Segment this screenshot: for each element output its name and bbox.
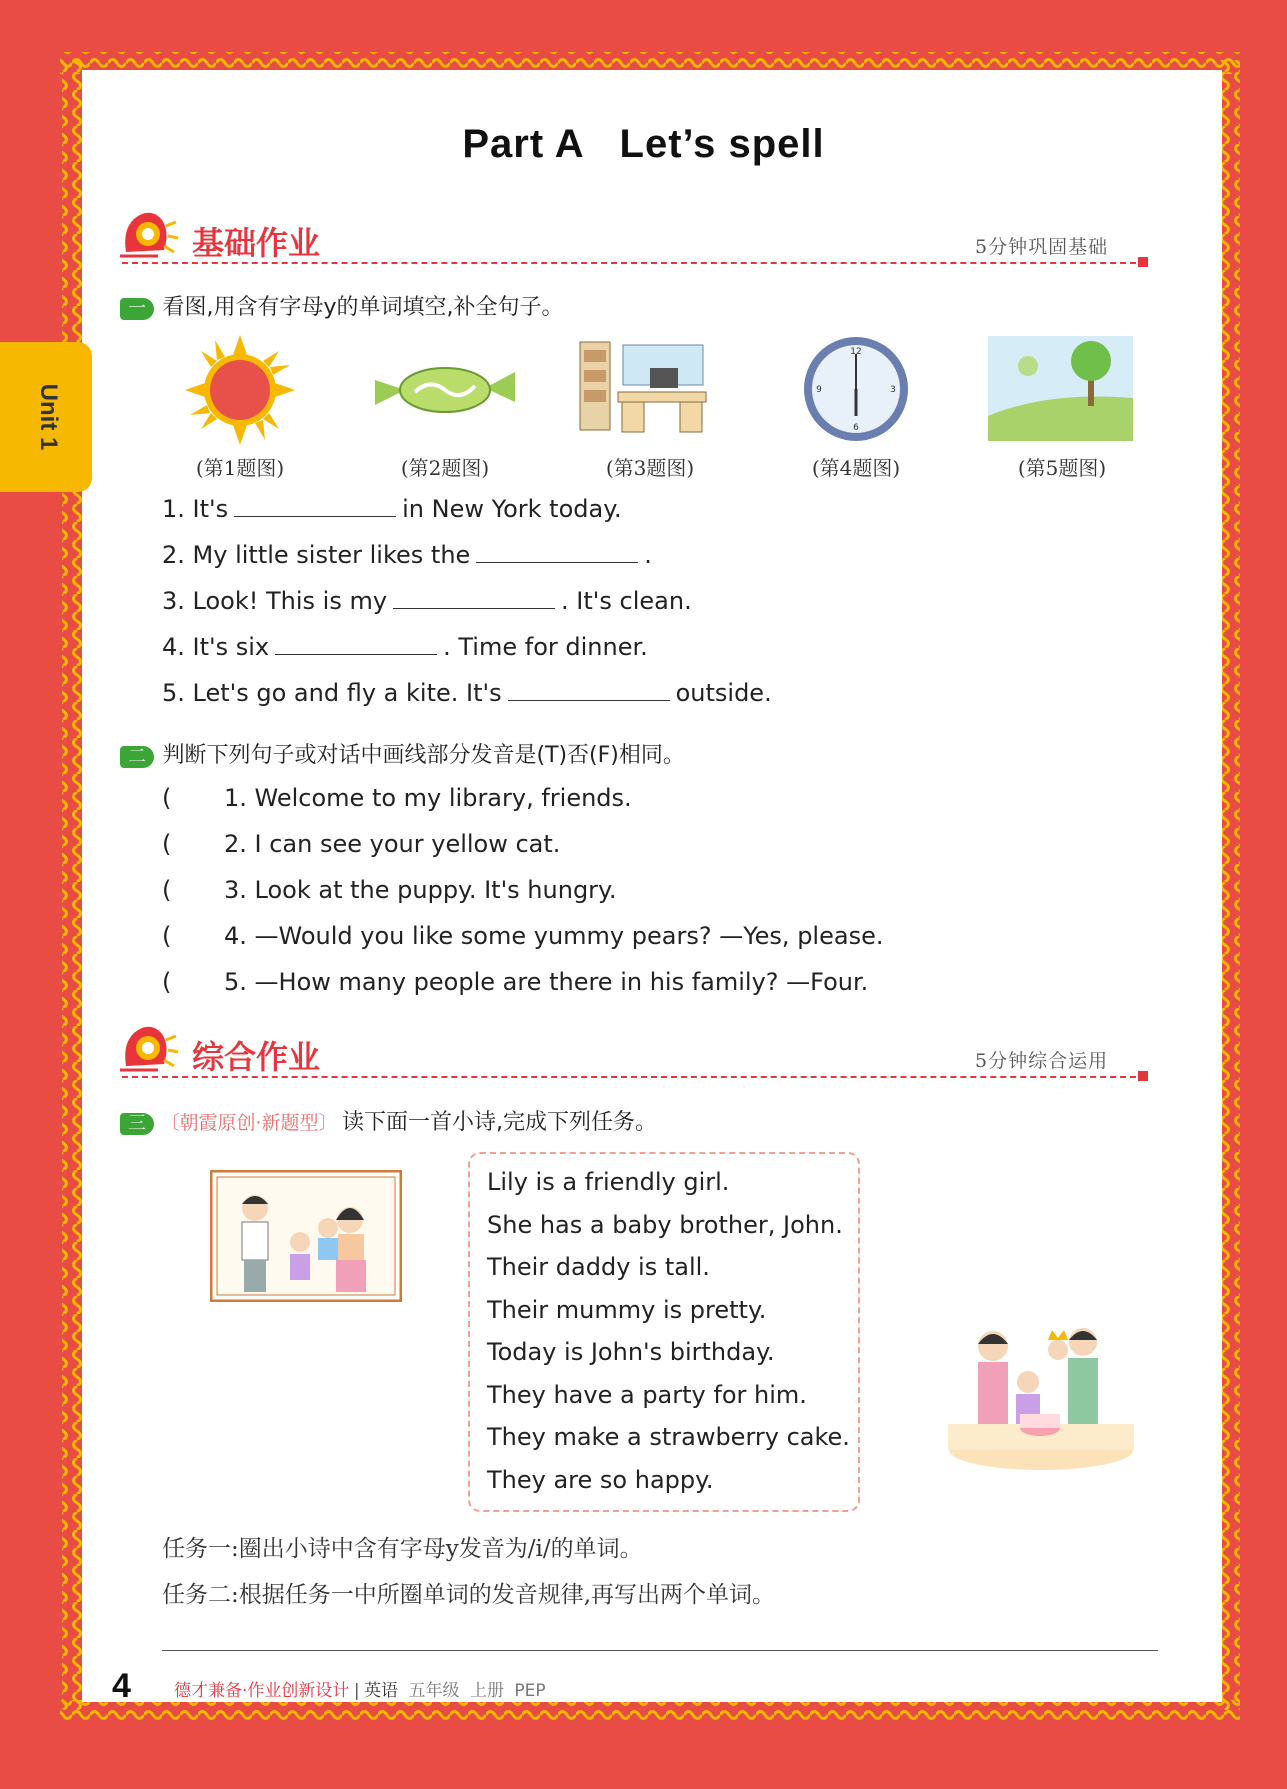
study-room-picture — [578, 340, 708, 435]
svg-text:9: 9 — [816, 385, 822, 395]
judge-item-4 — [162, 922, 883, 950]
fill-item-1-after: in New York today. — [402, 495, 622, 523]
divider-cap — [1138, 1071, 1148, 1081]
exercise-2-instruction: 判断下列句子或对话中画线部分发音是(T)否(F)相同。 — [162, 743, 685, 768]
family-photo-picture — [210, 1170, 402, 1302]
fill-item-2-before: 2. My little sister likes the — [162, 541, 471, 569]
answer-paren-5[interactable]: ( — [162, 968, 172, 996]
answer-blank-3[interactable] — [393, 588, 555, 609]
section-comprehensive-divider — [122, 1076, 1146, 1078]
task-1: 任务一:圈出小诗中含有字母y发音为/i/的单词。 — [162, 1536, 643, 1562]
poem-line-4: Their mummy is pretty. — [487, 1295, 767, 1324]
footer-volume: 上册 — [469, 1681, 504, 1701]
footer-grade: 五年级 — [408, 1681, 460, 1701]
exercise-2-badge: 二 — [120, 746, 154, 768]
fill-item-3-before: 3. Look! This is my — [162, 587, 388, 615]
fill-item-5-after: outside. — [675, 679, 772, 707]
divider-cap — [1138, 257, 1148, 267]
exercise-1-header — [120, 290, 563, 321]
caption-5: (第5题图) — [1017, 456, 1107, 480]
task-2: 任务二:根据任务一中所圈单词的发音规律,再写出两个单词。 — [162, 1582, 776, 1608]
footer-info — [174, 1676, 546, 1701]
answer-paren-2[interactable]: ( — [162, 830, 172, 858]
section-basic-note: 5分钟巩固基础 — [975, 236, 1109, 258]
judge-item-4-text: 4. —Would you like some yummy pears? —Yes, please. — [224, 922, 884, 950]
answer-blank-1[interactable] — [234, 496, 396, 517]
fill-item-5-before: 5. Let's go and fly a kite. It's — [162, 679, 502, 707]
judge-item-3-text: 3. Look at the puppy. It's hungry. — [224, 876, 617, 904]
section-basic-heading: 基础作业 — [192, 224, 321, 262]
birthday-party-picture — [948, 1310, 1134, 1470]
exercise-2-header — [120, 738, 685, 769]
fill-item-2 — [162, 541, 652, 569]
answer-paren-3[interactable]: ( — [162, 876, 172, 904]
fill-item-1 — [162, 495, 622, 523]
exercise-3-header — [120, 1105, 657, 1136]
svg-text:6: 6 — [853, 423, 859, 433]
clock-picture — [801, 334, 911, 444]
answer-blank-4[interactable] — [275, 634, 437, 655]
answer-paren-1[interactable]: ( — [162, 784, 172, 812]
poem — [487, 1168, 850, 1508]
section-comprehensive-note: 5分钟综合运用 — [975, 1050, 1109, 1072]
answer-blank-5[interactable] — [508, 680, 670, 701]
exercise-3-tag: 〔朝霞原创·新题型〕 — [160, 1112, 338, 1134]
poem-line-2: She has a baby brother, John. — [487, 1210, 843, 1239]
bell-icon — [118, 1020, 180, 1076]
poem-line-8: They are so happy. — [487, 1465, 714, 1494]
judge-item-2-text: 2. I can see your yellow cat. — [224, 830, 561, 858]
unit-side-tab — [0, 342, 92, 492]
fill-item-5 — [162, 679, 772, 707]
poem-line-7: They make a strawberry cake. — [487, 1423, 850, 1451]
exercise-3-badge: 三 — [120, 1113, 154, 1135]
poem-line-3: Their daddy is tall. — [487, 1253, 710, 1281]
poem-line-1: Lily is a friendly girl. — [487, 1168, 730, 1196]
footer-edition: PEP — [514, 1681, 546, 1701]
section-comprehensive-heading: 综合作业 — [192, 1038, 321, 1076]
answer-blank-2[interactable] — [476, 542, 638, 563]
judge-item-3 — [162, 876, 616, 904]
caption-1: (第1题图) — [195, 456, 285, 480]
exercise-1-instruction: 看图,用含有字母y的单词填空,补全句子。 — [162, 295, 564, 320]
page-title: Part A Let’s spell — [462, 122, 825, 166]
judge-item-5-text: 5. —How many people are there in his family? —Four. — [224, 968, 869, 996]
fill-item-3 — [162, 587, 692, 615]
judge-item-5 — [162, 968, 868, 996]
footer-separator: | — [353, 1681, 360, 1701]
unit-tab-label: Unit 1 — [35, 383, 62, 451]
answer-paren-4[interactable]: ( — [162, 922, 172, 950]
sunny-park-picture — [988, 336, 1133, 441]
candy-picture — [375, 360, 515, 420]
svg-text:12: 12 — [850, 347, 862, 357]
bell-icon — [118, 206, 180, 262]
footer-subject: 英语 — [364, 1681, 399, 1701]
poem-line-6: They have a party for him. — [487, 1380, 807, 1409]
fill-item-1-before: 1. It's — [162, 495, 229, 523]
fill-item-4 — [162, 633, 648, 661]
exercise-1-badge: 一 — [120, 298, 154, 320]
caption-2: (第2题图) — [400, 456, 490, 480]
caption-4: (第4题图) — [811, 456, 901, 480]
fill-item-4-before: 4. It's six — [162, 633, 270, 661]
sun-picture — [185, 335, 295, 445]
exercise-3-instruction: 读下面一首小诗,完成下列任务。 — [341, 1110, 657, 1135]
fill-item-2-after: . — [644, 541, 652, 569]
poem-line-5: Today is John's birthday. — [487, 1338, 775, 1366]
judge-item-1-text: 1. Welcome to my library, friends. — [224, 784, 632, 812]
fill-item-3-after: . It's clean. — [561, 587, 692, 615]
svg-text:3: 3 — [890, 385, 896, 395]
judge-item-1 — [162, 784, 632, 812]
footer-rule — [162, 1650, 1158, 1651]
caption-3: (第3题图) — [605, 456, 695, 480]
page-number: 4 — [112, 1667, 131, 1705]
judge-item-2 — [162, 830, 560, 858]
section-basic-divider — [122, 262, 1146, 264]
fill-item-4-after: . Time for dinner. — [443, 633, 648, 661]
footer-series: 德才兼备·作业创新设计 — [174, 1681, 350, 1701]
